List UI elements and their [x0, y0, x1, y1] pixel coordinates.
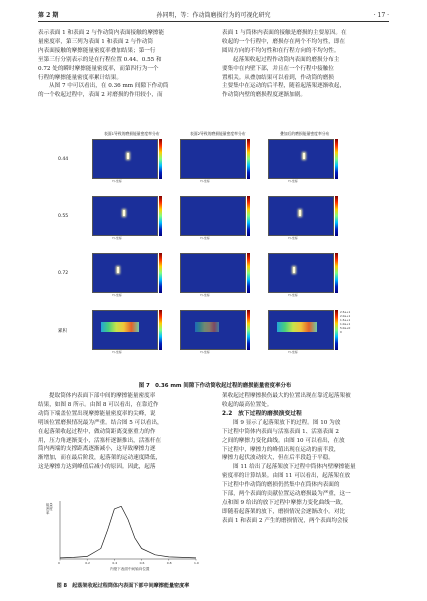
figure-7-caption: 图 7 0.36 mm 间隙下作动筒收起过程的磨损能量密度率分布 [138, 383, 292, 389]
colorbar [335, 139, 338, 179]
text-line: 内表面接触的摩擦能量密度率叠加结果；第一行 [38, 47, 156, 54]
text-line: 图 9 显示了起落架放下的过程。图 10 为放 [233, 419, 341, 426]
body-text-bottom-right [222, 392, 390, 526]
colorbar-tick: 2.5e+1 [340, 310, 351, 314]
contour-panel [180, 196, 246, 243]
text-line: 收起的一个行程中，磨损存在两个不均匀性，即在 [222, 38, 346, 45]
text-line: 0.72 处的瞬时摩擦能量密度率，而第四行为一个 [38, 65, 159, 72]
contour-panel [268, 196, 334, 243]
x-axis-label: 内壁下表面中间轴向位置 [110, 567, 150, 571]
axis-label: Y/-坐标 [288, 350, 298, 354]
colorbar-ticks [340, 310, 350, 334]
running-title: 孙同明，等：作动筒磨损行为的可视化研究 [156, 12, 271, 19]
axis-label: Y/-坐标 [112, 236, 122, 240]
colorbar [159, 310, 162, 350]
text-line: 下过程中筒体内表面与活塞表面 1、活塞表面 2 [222, 428, 339, 435]
text-line: 之间的摩擦力变化曲线。由图 10 可以看出，在放 [222, 437, 345, 444]
text-line: 动筒下端盖位置出现摩擦能量密度率的尖峰，说 [38, 410, 156, 417]
text-line: 渐增加，而在最后阶段，起落架的运动速度降低， [38, 455, 162, 462]
text-line: 提取筒体内表面下部中间的摩擦能量密度率 [49, 393, 156, 399]
x-tick-label: 0.6 [139, 561, 145, 565]
axis-label: Y/-坐标 [288, 293, 298, 297]
text-line: 摩擦力起伏波动较大，但在后半段趋于平稳。 [222, 455, 334, 462]
contour-panel [92, 310, 158, 357]
body-text-top-left [38, 29, 206, 100]
colorbar [247, 196, 250, 236]
colorbar [247, 139, 250, 179]
row-label-cumulative: 累积 [58, 329, 68, 334]
colorbar-tick: 0 [340, 330, 342, 334]
text-line: 行程的摩擦能量密度率累计结果。 [38, 74, 122, 81]
axis-label: Y/-坐标 [288, 236, 298, 240]
row-label-072: 0.72 [58, 271, 69, 276]
text-line: 主要集中在运动的后半程，随着起落架逐渐收起， [222, 83, 346, 90]
colorbar-tick: 1.5e+1 [340, 318, 351, 322]
text-line: 筒内两端的支撑距离逐渐减小，这导致摩擦力逐 [38, 446, 156, 453]
contour-panel [92, 139, 158, 186]
x-tick-label: 0.4 [112, 561, 118, 565]
colorbar [159, 196, 162, 236]
x-tick-label: 0.8 [166, 561, 172, 565]
text-line: 的一个收起过程中，表面 2 对磨损的作用较小，而 [38, 92, 163, 99]
text-line: 起落架收起过程作动筒内表面的磨损分布主 [233, 56, 340, 63]
axis-label: Y/-坐标 [200, 293, 210, 297]
text-line: 用，压力角逐渐变小，活塞杆逐渐推出，活塞杆在 [38, 437, 162, 444]
colorbar [335, 253, 338, 293]
row-label-044: 0.44 [58, 157, 69, 162]
colorbar [247, 253, 250, 293]
page-header [38, 10, 389, 22]
colorbar [247, 310, 250, 350]
issue-label: 第 2 期 [38, 12, 59, 19]
colorbar [335, 310, 338, 350]
y-axis-label: 能量密度率 [46, 503, 53, 515]
axis-label: Y/-坐标 [200, 236, 210, 240]
text-line: 图 11 给出了起落架放下过程中筒体内壁摩擦能量 [233, 464, 356, 471]
text-line: 量密度率，第三列为表面 1 和表面 2 与作动筒 [38, 38, 153, 45]
text-line: 收起的最高位置处。 [222, 401, 273, 408]
text-line: 从图 7 中可以看出，在 0.36 mm 间隙下作动筒 [49, 83, 169, 90]
axis-label: Y/-坐标 [112, 350, 122, 354]
axis-label: Y/-坐标 [112, 293, 122, 297]
contour-panel [180, 253, 246, 300]
text-line: 表示表面 1 和表面 2 与作动筒内表面接触的摩擦能 [38, 30, 165, 36]
series-line [60, 506, 196, 558]
text-line: 在起落架收起过程中，做动筒距离变驱重力的作 [38, 428, 156, 435]
body-text-bottom-left [38, 392, 206, 472]
column-title-surface2: 表面2导致的磨损能量密度率分布 [190, 131, 246, 136]
text-line: 这是摩擦力达到峰值后减小的原因。因此，起落 [38, 464, 156, 471]
text-line: 作动筒内壁的磨损程度逐渐加剧。 [222, 92, 306, 99]
page-number: · 17 · [373, 12, 389, 19]
text-line: 表面 1 与筒体内表面的接触是磨损的主要原因。在 [222, 30, 347, 36]
text-line: 下部，两个表面的贡献位置运动磨损最为严重，这一 [222, 491, 351, 498]
text-line: 明该位置磨损情况最为严重。结合图 5 可以看出， [38, 419, 163, 426]
text-line: 要集中在内壁下部，并且在一个行程中接触位 [222, 65, 334, 72]
section-heading: 2.2 放下过程的磨损演变过程 [222, 410, 302, 417]
colorbar [159, 253, 162, 293]
text-line: 置相关。从叠加结果可以看到，作动筒的磨损 [222, 74, 334, 81]
axis-label: Y/-坐标 [200, 179, 210, 183]
figure-7 [58, 131, 372, 377]
axis-label: Y/-坐标 [112, 179, 122, 183]
text-line: 下过程中作动筒的磨损仍然集中在筒体内表面的 [222, 482, 340, 489]
colorbar-tick: 2.0e+1 [340, 314, 351, 318]
text-line: 至第三行分别表示的是在行程位置 0.44、0.55 和 [38, 56, 162, 63]
text-line: 表面 1 和表面 2 产生的磨损情况，两个表面均会接 [222, 517, 349, 524]
figure-8-chart [46, 497, 206, 579]
colorbar [159, 139, 162, 179]
contour-panel [180, 139, 246, 186]
text-line: 结果，如图 8 所示。由图 8 可以看出，在靠近作 [38, 401, 159, 408]
colorbar-tick: 5.0e+0 [340, 326, 351, 330]
contour-panel [92, 253, 158, 300]
text-line: 密度率的计算结果。由图 11 可以看出，起落架在放 [222, 473, 351, 480]
axis-label: Y/-坐标 [288, 179, 298, 183]
contour-panel [268, 310, 334, 357]
colorbar-tick: 1.0e+1 [340, 322, 351, 326]
line-chart-svg [46, 497, 206, 567]
body-text-top-right [222, 29, 390, 100]
text-line: 即随着起落架的放下，磨损情况会逐渐改小。对比 [222, 508, 346, 515]
row-label-055: 0.55 [58, 214, 69, 219]
contour-panel [268, 139, 334, 186]
contour-panel [180, 310, 246, 357]
figure-8-caption: 图 8 起落架收起过程筒体内表面下部中间摩擦能量密度率 [56, 583, 190, 589]
text-line: 下过程中，摩擦力的峰值出现在运动的前半段， [222, 446, 340, 453]
colorbar [335, 196, 338, 236]
column-title-surface1: 表面1导致的磨损能量密度率分布 [104, 131, 160, 136]
x-tick-label: 0 [58, 561, 60, 565]
text-line: 点和图 9 给出的放下过程中摩擦力变化曲线一致， [222, 499, 347, 506]
x-tick-label: 1.0 [194, 561, 199, 565]
x-tick-label: 0.2 [85, 561, 90, 565]
text-line: 圆周方向的不均匀性和在行程方向的不均匀性。 [222, 47, 340, 54]
contour-panel [268, 253, 334, 300]
axis-label: Y/-坐标 [200, 350, 210, 354]
text-line: 架收起过程摩擦损伤最大的位置出现在靠近起落架被 [222, 393, 351, 399]
column-title-combined: 叠加后的磨损能量密度率分布 [280, 131, 330, 136]
contour-panel [92, 196, 158, 243]
